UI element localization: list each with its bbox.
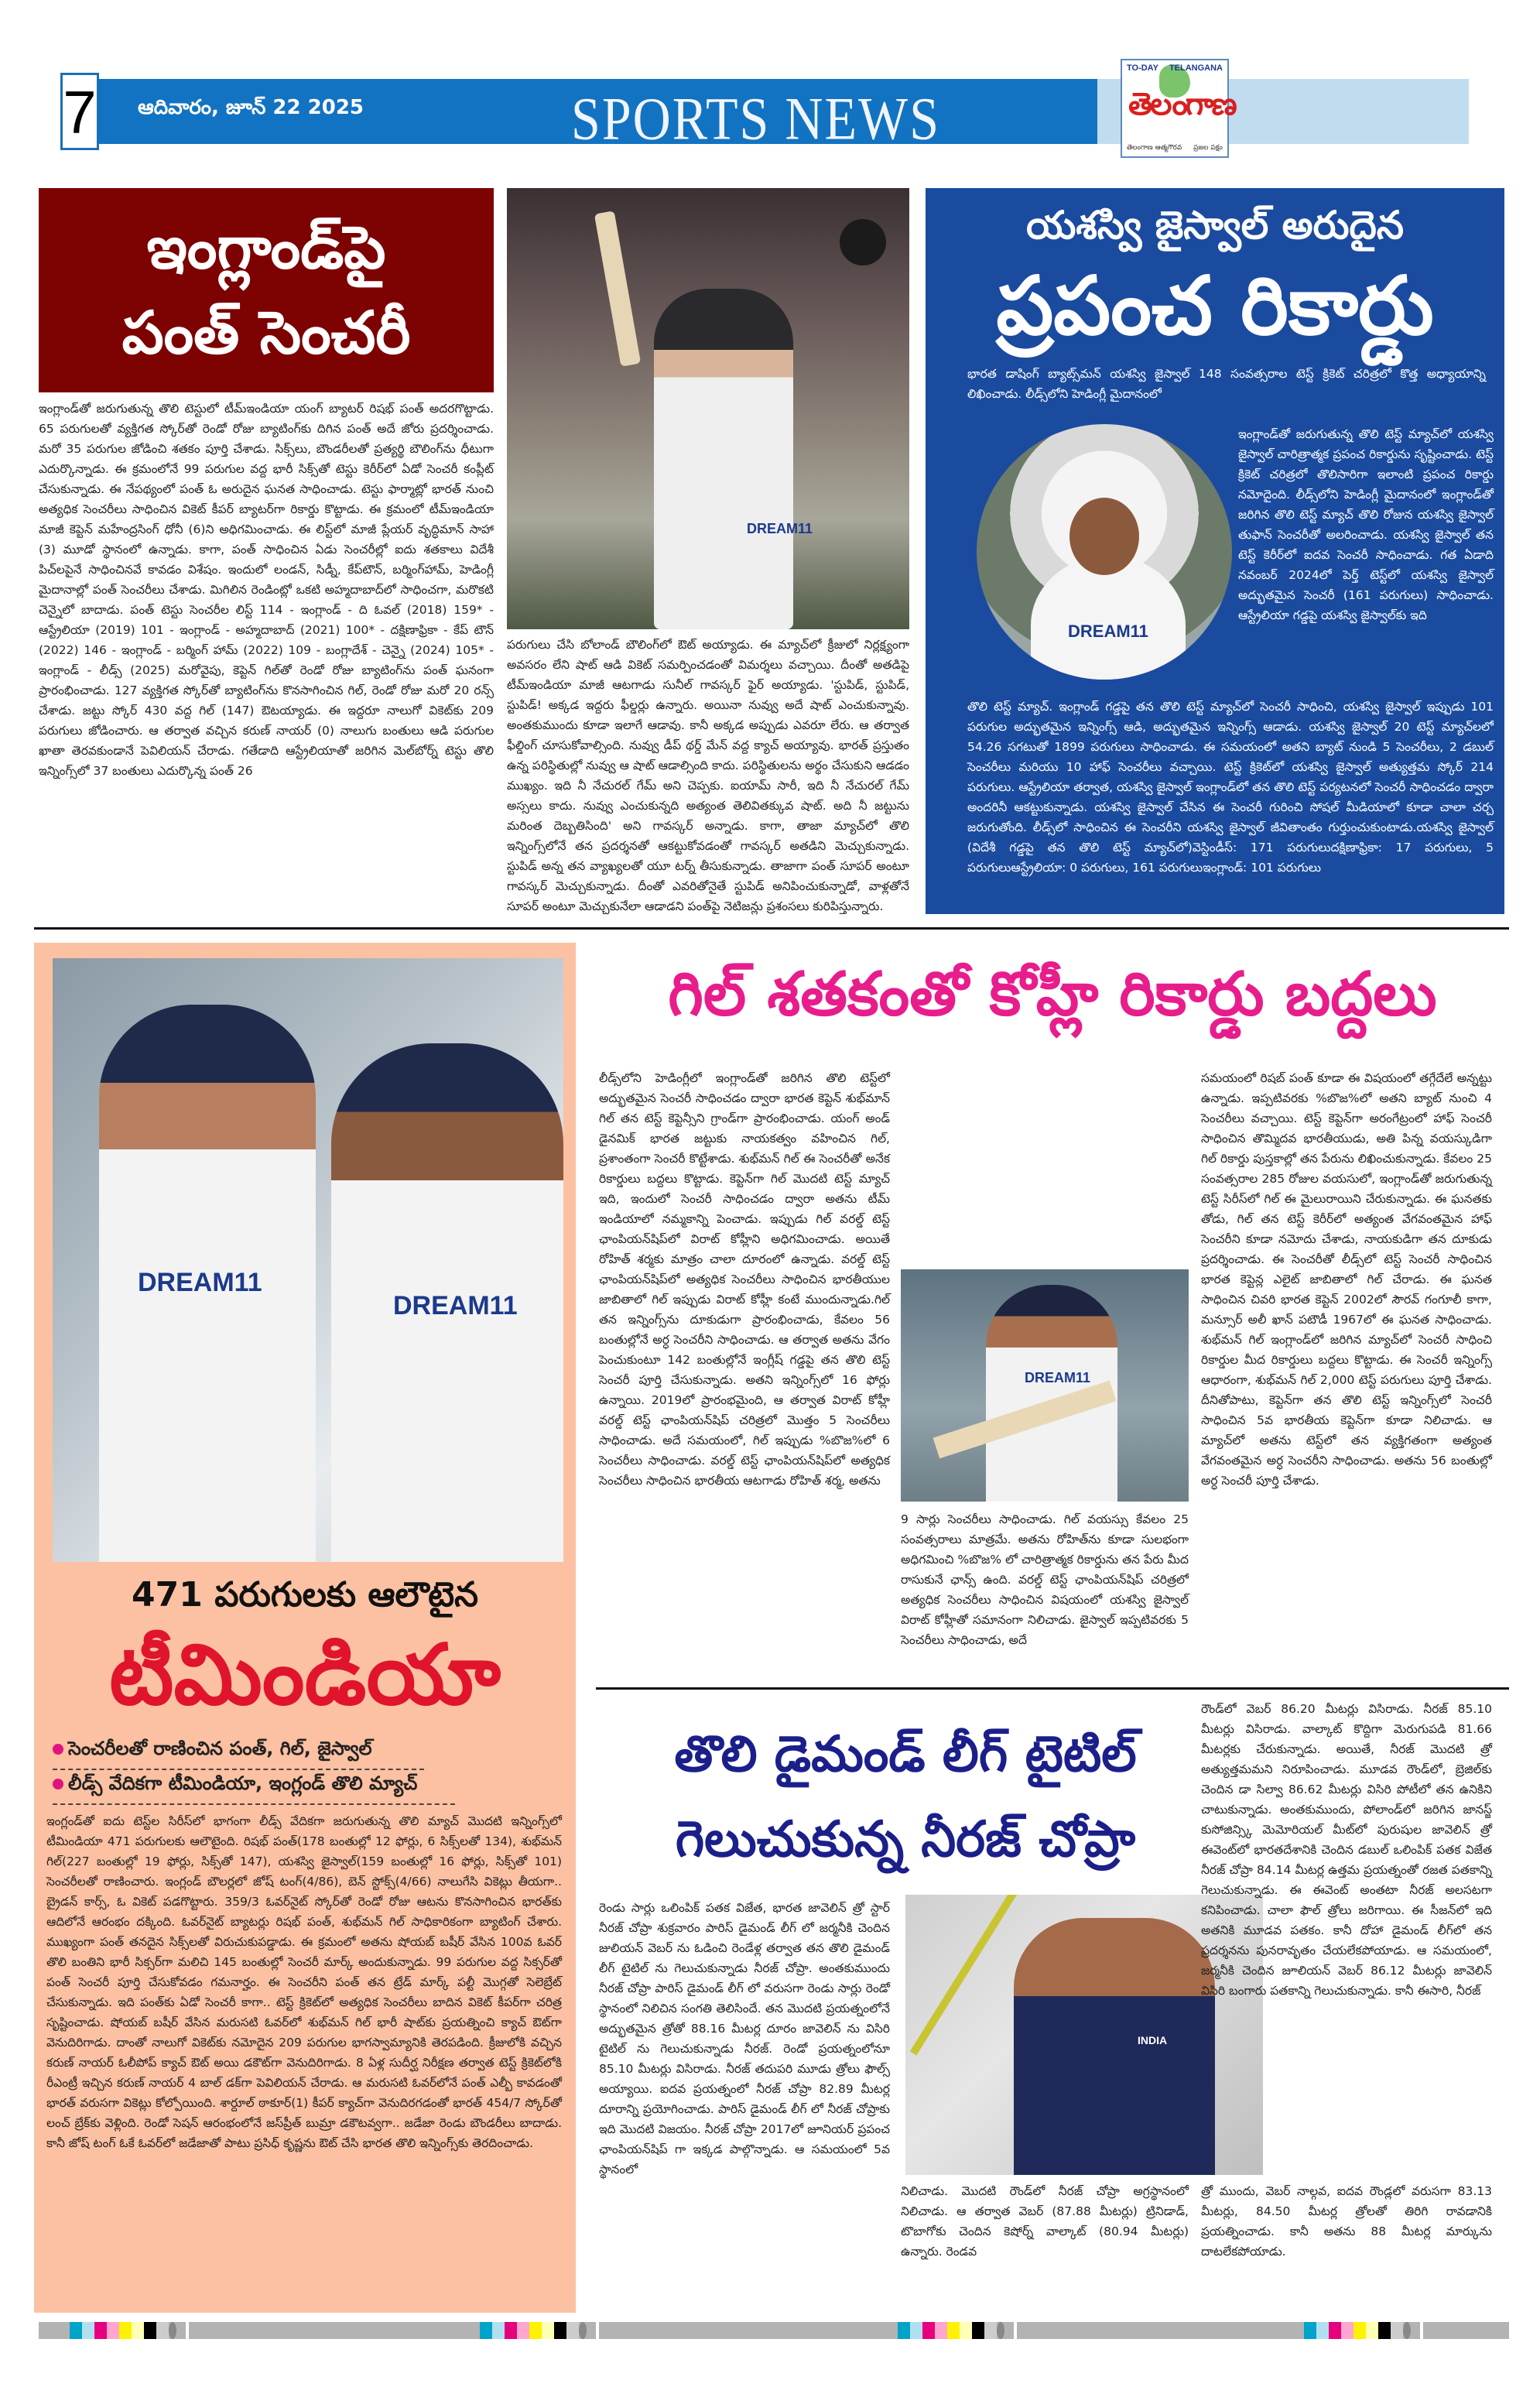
teamindia-bullet <box>53 1738 424 1770</box>
color-swatch <box>579 2322 587 2339</box>
page-number: 7 <box>60 73 99 150</box>
color-swatch <box>480 2322 492 2339</box>
jersey-sponsor: DREAM11 <box>1068 622 1148 641</box>
issue-date: ఆదివారం, జూన్ 22 2025 <box>138 96 364 119</box>
color-swatch <box>70 2322 82 2339</box>
teamindia-photo <box>53 958 563 1562</box>
logo-tagline-right: ప్రజల పక్షం <box>1193 144 1223 152</box>
color-swatch <box>144 2322 156 2339</box>
masthead <box>60 63 1469 152</box>
color-swatch <box>82 2322 94 2339</box>
color-swatch <box>505 2322 517 2339</box>
gill-body-col1: లీడ్స్‌లోని హెడింగ్లీలో ఇంగ్లాండ్‌తో జరిగిన తొలి టెస్ట్‌లో అద్భుతమైన సెంచరీ సాధించడం ద్వారా భారత కెప్టెన్ శుభ్‌మాన్ గిల్ తన టెస్ట్ కెప్టెన్సీని గ్రాండ్‌గా ప్రారంభించాడు. యంగ్ అండ్ డైనమిక్ భారత జట్టుకు నాయకత్వం వహించిన గిల్, ప్రశాంతంగా సెంచరీ కొట్టేశాడు. శుభ్‌మన్ గిల్ ఈ సెంచరీతో అనేక రికార్డులు బద్దలు కొట్టాడు. కెప్టెన్‌గా గిల్ మొదటి టెస్ట్ మ్యాచ్ ఇది, ఇందులో సెంచరీ సాధించడం ద్వారా అతను టీమ్ ఇండియాలో నమ్మకాన్ని పెంచాడు. ఇప్పుడు గిల్ వరల్డ్ టెస్ట్ ఛాంపియన్‌షిప్‌లో విరాట్ కోహ్లీని అధిగమించాడు. అయితే రోహిత్ శర్మకు మాత్రం చాలా దూరంలో ఉన్నాడు. వరల్డ్ టెస్ట్ ఛాంపియన్‌షిప్‌లో అత్యధిక సెంచరీలు సాధించిన భారతీయుల జాబితాలో గిల్ ఇప్పుడు విరాట్ కోహ్లీ కంటే ముందున్నాడు.గిల్ తన ఇన్నింగ్స్‌ను దూకుడుగా ప్రారంభించాడు, కేవలం 56 బంతుల్లోనే అర్ధ సెంచరీని సాధించాడు. ఆ తర్వాత అతను వేగం పెంచుకుంటూ 142 బంతుల్లోనే ఇంగ్లీష్ గడ్డపై తన తొలి టెస్ట్ సెంచరీ పూర్తి చేసుకున్నాడు. అతని ఇన్నింగ్స్‌లో 16 ఫోర్లు ఉన్నాయి. 2019లో ప్రారంభమైంది, ఆ తర్వాత విరాట్ కోహ్లీ వరల్డ్ టెస్ట్ ఛాంపియన్‌షిప్ చరిత్రలో మొత్తం 5 సెంచరీలు సాధించాడు. అదే సమయంలో, గిల్ ఇప్పుడు %బొజ%లో 6 సెంచరీలు సాధించాడు. వరల్డ్ టెస్ట్ ఛాంపియన్‌షిప్‌లో అత్యధిక సెంచరీలు సాధించిన భారతీయ ఆటగాడు రోహిత్ శర్మ, అతను <box>599 1071 890 1488</box>
color-swatch <box>492 2322 505 2339</box>
color-swatch <box>960 2322 972 2339</box>
color-bar-gap <box>596 2322 599 2339</box>
color-swatch <box>1329 2322 1341 2339</box>
color-bar-base <box>39 2322 1509 2339</box>
athlete-figure <box>1014 1918 1215 2175</box>
color-swatch <box>1378 2322 1391 2339</box>
color-swatch <box>984 2322 997 2339</box>
color-swatch <box>972 2322 984 2339</box>
helmet-shape <box>840 219 886 265</box>
pant-headline-line1: ఇంగ్లాండ్‌పై <box>146 213 386 282</box>
section-divider <box>596 1687 1509 1690</box>
neeraj-body-col1: రెండు సార్లు ఒలింపిక్ పతక విజేత, భారత జావెలిన్ త్రో స్టార్ నీరజ్ చోప్రా శుక్రవారం పారిస్ డైమండ్ లీగ్ లో జర్మనీకి చెందిన జులియన్ వెబర్ ను ఓడించి రెండేళ్ల తర్వాత తన తొలి డైమండ్ లీగ్ టైటిల్ ను గెలుచుకున్నాడు నీరజ్ చోప్రా. అంతకుముందు నీరజ్ చోప్రా పారిస్ డైమండ్ లీగ్ లో వరుసగా రెండు సార్లు రెండో స్థానంలో నిలిచిన సంగతి తెలిసిందే. తన మొదటి ప్రయత్నంలోనే అద్భుతమైన త్రోతో 88.16 మీటర్ల దూరం జావెలిన్ ను విసిరి టైటిల్ ను గెలుచుకున్నాడు నీరజ్. రెండో ప్రయత్నంలోనూ 85.10 మీటర్లు విసిరాడు. నీరజ్ తదుపరి మూడు త్రోలు ఫౌల్స్ అయ్యాయి. ఐదవ ప్రయత్నంలో నీరజ్ చోప్రా 82.89 మీటర్ల దూరాన్ని ప్రయోగించాడు. పారిస్ డైమండ్ లీగ్ లో నీరజ్ చోప్రాకు ఇది మొదటి విజయం. నీరజ్ చోప్రా 2017లో జూనియర్ ప్రపంచ ఛాంపియన్‌షిప్‌ గా ఇక్కడ పాల్గొన్నాడు. ఆ సమయంలో 5వ స్థానంలో <box>599 1901 890 2176</box>
logo-telangana: TELANGANA <box>1169 63 1223 73</box>
gill-body-col3: సమయంలో రిషబ్ పంత్ కూడా ఈ విషయంలో తగ్గేదేలే అన్నట్టు ఉన్నాడు. ఇప్పటివరకు %బొజ%లో అతని బ్యాట్ నుంచి 4 సెంచరీలు వచ్చాయి. టెస్ట్ కెప్టెన్‌గా అరంగేట్రంలో హాఫ్ సెంచరీ సాధించిన తొమ్మిదవ భారతీయుడు, అతి పిన్న వయస్కుడిగా గిల్ రికార్డు పుస్తకాల్లో తన పేరును లిఖించుకున్నాడు. కేవలం 25 సంవత్సరాల 285 రోజుల వయసులో, ఇంగ్లాండ్‌తో జరుగుతున్న టెస్ట్ సిరీస్‌లో గిల్ ఈ మైలురాయిని చేరుకున్నాడు. ఈ ఘనతకు తోడు, గిల్ తన టెస్ట్ కెరీర్‌లో అత్యంత వేగవంతమైన హాఫ్ సెంచరీని కూడా నమోదు చేశాడు, నాయకుడిగా తన దూకుడు ప్రదర్శించాడు. ఈ సెంచరీతో లీడ్స్‌లో టెస్ట్ సెంచరీ సాధించిన భారత కెప్టెన్ల ఎలైట్ జాబితాలో గిల్ చేరాడు. ఈ ఘనత సాధించిన చివరి భారత కెప్టెన్ 2002లో సౌరవ్ గంగూలీ కాగా, మన్సూర్ అలీ ఖాన్ పటౌడీ 1967లో ఈ ఘనత సాధించాడు. శుభ్‌మన్ గిల్ ఇంగ్లాండ్‌లో జరిగిన మ్యాచ్‌లో సెంచరీ సాధించి రికార్డుల మీద రికార్డులు బద్దలు కొట్టాడు. ఈ సెంచరీ ఇన్నింగ్స్ ఆధారంగా, శుభ్‌మన్ గిల్ 2,000 టెస్ట్ పరుగులు పూర్తి చేశాడు. దీనితోపాటు, కెప్టెన్‌గా తన తొలి టెస్ట్ ఇన్నింగ్స్‌లో సెంచరీ సాధించిన 5వ భారతీయ కెప్టెన్‌గా కూడా నిలిచాడు. ఆ మ్యాచ్‌లో అతను టెస్ట్‌లో తన వ్యక్తిగతంగా అత్యంత వేగవంతమైన అర్ధ సెంచరీని సాధించాడు. అతను 56 బంతుల్లో అర్ధ సెంచరీ పూర్తి చేశాడు. <box>1201 1071 1492 1488</box>
bullet-text: లీడ్స్ వేదికగా టీమిండియా, ఇంగ్లండ్ తొలి మ్యాచ్ <box>68 1772 418 1794</box>
section-title: SPORTS NEWS <box>571 84 941 152</box>
newspaper-logo[interactable] <box>1121 59 1235 158</box>
color-swatch <box>1353 2322 1366 2339</box>
color-swatch <box>997 2322 1004 2339</box>
jaiswal-intro: భారత డాషింగ్ బ్యాట్స్‌మన్ యశస్వి జైస్వాల్ 148 సంవత్సరాల టెస్ట్ క్రికెట్ చరిత్రలో కొత్త అధ్యాయాన్ని లిఖించాడు. లీడ్స్‌లోని హెడింగ్లీ మైదానంలో <box>967 367 1486 401</box>
color-swatch <box>922 2322 935 2339</box>
color-swatch <box>1366 2322 1378 2339</box>
teamindia-subheadline: 471 పరుగులకు ఆలౌటైన <box>132 1575 478 1615</box>
color-swatch <box>1341 2322 1353 2339</box>
gill-body-col2: 9 సార్లు సెంచరీలు సాధించాడు. గిల్ వయస్సు కేవలం 25 సంవత్సరాలు మాత్రమే. అతను రోహిత్‌ను కూడా సులభంగా అధిగమించి %బొజ% లో చారిత్రాత్మక రికార్డును తన పేరు మీద రాసుకునే ఛాన్స్ ఉంది. వరల్డ్ టెస్ట్ ఛాంపియన్‌షిప్ చరిత్రలో అత్యధిక సెంచరీలు సాధించిన విషయంలో యశస్వి జైస్వాల్ విరాట్ కోహ్లీతో సమానంగా నిలిచాడు. జైస్వాల్ ఇప్పటివరకు 5 సెంచరీలు సాధించాడు, అదే <box>901 1512 1189 1647</box>
jaiswal-headline-line1: యశస్వి జైస్వాల్ అరుదైన <box>1026 203 1404 248</box>
pant-photo <box>507 188 909 629</box>
pant-headline-line2: పంత్ సెంచరీ <box>121 298 411 367</box>
color-swatch <box>910 2322 922 2339</box>
neeraj-body-below-left: నిలిచాడు. మొదటి రౌండ్‌లో నీరజ్ చోప్రా అగ్రస్థానంలో నిలిచాడు. ఆ తర్వాత వెబర్ (87.88 మీటర్లు) ట్రినిడాడ్, టొబాగోకు చెందిన కెషోర్న్ వాల్కాట్ (80.94 మీటర్లు) ఉన్నారు. రెండవ <box>901 2184 1189 2259</box>
neeraj-body-col3: రౌండ్‌లో వెబర్ 86.20 మీటర్లు విసిరాడు. నీరజ్ 85.10 మీటర్లు విసిరాడు. వాల్కాట్ కొద్దిగా మెరుగుపడి 81.66 మీటర్లకు చేరుకున్నాడు. అయితే, నీరజ్ మొదటి త్రో అత్యుత్తమమని నిరూపించాడు. మూడవ రౌండ్‌లో, బ్రెజిల్‌కు చెందిన డా సిల్వా 86.62 మీటర్లు విసిరి పోటీలో తన ఉనికిని చాటుకున్నాడు. అంతకుముందు, పోలాండ్‌లో జరిగిన జానస్జ్ కుసోజిన్స్కి మెమోరియల్ మీట్‌లో పురుషుల జావెలిన్ త్రో ఈవెంట్‌లో భారతదేశానికి చెందిన డబుల్ ఒలింపిక్ పతక విజేత నీరజ్ చోప్రా 84.14 మీటర్ల ఉత్తమ ప్రయత్నంతో రజత పతకాన్ని గెలుచుకున్నాడు. ఈ ఈవెంట్ అంతటా నీరజ్ అలసటగా కనిపించాడు. చాలా ఫౌల్ త్రోలు జరిగాయి. ఈ సీజన్‌లో ఇది అతనికి మూడవ పతకం. కానీ దోహా డైమండ్ లీగ్‌లో తన ప్రదర్శనను పునరావృతం చేయలేకపోయాడు. ఆ సమయంలో, జర్మనీకి చెందిన జూలియన్ వెబర్ 86.12 మీటర్లు జావెలిన్ విసిరి బంగారు పతకాన్ని గెలుచుకున్నాడు. కానీ ఈసారి, నీరజ్ <box>1201 1702 1492 1998</box>
color-swatch <box>94 2322 107 2339</box>
teamindia-headline: టీమిండియా <box>109 1627 501 1724</box>
color-swatch <box>935 2322 947 2339</box>
color-swatch <box>1403 2322 1411 2339</box>
player-figure <box>654 289 793 629</box>
gill-photo <box>901 1269 1189 1502</box>
head-shape <box>1069 498 1139 575</box>
print-color-bar <box>39 2322 1509 2339</box>
color-swatch <box>542 2322 554 2339</box>
color-swatch <box>554 2322 566 2339</box>
teamindia-bullet <box>53 1772 455 1805</box>
color-swatch <box>898 2322 910 2339</box>
color-bar-gap <box>1014 2322 1017 2339</box>
jersey-sponsor-left: DREAM11 <box>138 1268 262 1297</box>
neeraj-headline <box>596 1712 1215 1882</box>
gill-headline: గిల్ శతకంతో కోహ్లీ రికార్డు బద్దలు <box>668 960 1437 1029</box>
color-swatch <box>566 2322 579 2339</box>
jaiswal-body-right: ఇంగ్లాండ్‌తో జరుగుతున్న తొలి టెస్ట్ మ్యాచ్‌లో యశస్వి జైస్వాల్ చారిత్రాత్మక ప్రపంచ రికార్డును సృష్టించాడు. టెస్ట్ క్రికెట్ చరిత్రలో తొలిసారిగా ఇలాంటి ప్రపంచ రికార్డు నమోదైంది. లీడ్స్‌లోని హెడింగ్లీ మైదానంలో ఇంగ్లాండ్‌తో జరిగిన తొలి టెస్ట్ మ్యాచ్ తొలి రోజున యశస్వి జైస్వాల్ తుఫాన్ సెంచరీతో అలరించాడు. యశస్వి జైస్వాల్ తన టెస్ట్ కెరీర్‌లో ఐదవ సెంచరీ సాధించాడు. గత ఏడాది నవంబర్ 2024లో పెర్త్ టెస్ట్‌లో యశస్వి జైస్వాల్ అద్భుతమైన సెంచరీ (161 పరుగులు) సాధించాడు. ఆస్ట్రేలియా గడ్డపై యశస్వి జైస్వాల్‌కు ఇది <box>1238 427 1494 622</box>
color-swatch <box>107 2322 119 2339</box>
bat-shape <box>594 211 641 366</box>
vest-label: INDIA <box>1138 2034 1168 2046</box>
color-swatch <box>169 2322 176 2339</box>
bullet-dot-icon <box>53 1744 63 1755</box>
color-bar-gap <box>186 2322 189 2339</box>
color-swatch <box>132 2322 144 2339</box>
color-swatch <box>1304 2322 1316 2339</box>
logo-mark: తెలంగాణ <box>1128 87 1235 122</box>
color-swatch <box>119 2322 132 2339</box>
teamindia-article-body: ఇంగ్లండ్‌తో ఐదు టెస్ట్‌ల సిరీస్‌లో భాగంగా లీడ్స్ వేదికగా జరుగుతున్న తొలి మ్యాచ్ మొదటి ఇన్నింగ్స్‌లో టీమిండియా 471 పరుగులకు ఆలౌటైంది. రిషభ్ పంత్(178 బంతుల్లో 12 ఫోర్లు, 6 సిక్స్‌లతో 134), శుభ్‌మన్ గిల్(227 బంతుల్లో 19 ఫోర్లు, సిక్స్‌తో 147), యశస్వి జైస్వాల్(159 బంతుల్లో 16 ఫోర్లు, సిక్స్‌తో 101) సెంచరీలతో రాణించారు. ఇంగ్లండ్ బౌలర్లలో జోష్ టంగ్(4/86), బెన్ స్టోక్స్(4/66) నాలుగేసి వికెట్లు తీయగా.. బ్రైడన్ కార్స్, ఓ వికెట్ పడగొట్టారు. 359/3 ఓవర్‌నైట్ స్కోర్‌తో రెండో రోజు ఆటను కొనసాగించిన భారత్‌కు ఆదిలోనే ఆరంభం దక్కింది. ఓవర్‌నైట్ బ్యాటర్లు రిషభ్ పంత్, శుభ్‌మన్ గిల్ సాధికారికంగా బ్యాటింగ్ చేశారు. ముఖ్యంగా పంత్ తనదైన సిక్స్‌లతో విరుచుకుపడ్డాడు. ఈ క్రమంలో అతను షోయబ్ బషీర్ వేసిన 100వ ఓవర్ తొలి బంతిని భారీ సిక్సర్‌గా మలిచి 145 బంతుల్లో సెంచరీ మార్క్ అందుకున్నాడు. 99 పరుగుల వద్ద సిక్సర్‌తో పంత్ సెంచరీ పూర్తి చేసుకోవడం గమనార్హం. ఈ సెంచరీని పంత్ తన ట్రేడ్ మార్క్ పల్టీ మొగ్గతో సెలెబ్రేట్ చేసుకున్నాడు. ఇది పంత్‌కు ఏడో సెంచరీ కాగా.. టెస్ట్ క్రికెట్‌లో అత్యధిక సెంచరీలు బాదిన వికెట్ కీపర్‌గా చరిత్ర సృష్టించాడు. షోయబ్ బషీర్ వేసిన మరుసటి ఓవర్‌లో శుభ్‌మన్ గిల్ భారీ షాట్‌కు ప్రయత్నించి క్యాచ్ ఔట్‌గా వెనుదిరిగాడు. దాంతో నాలుగో వికెట్‌కు నమోదైన 209 పరుగుల భాగస్వామ్యానికి తెరపడింది. క్రీజులోకి వచ్చిన కరుణ్ నాయర్ ఓలీపోప్ క్యాచ్ ఔట్ అయి డకౌట్‌గా వెనుదిరిగాడు. 8 ఏళ్ల సుదీర్ఘ నిరీక్షణ తర్వాత టెస్ట్ క్రికెట్‌లోకి రీఎంట్రీ ఇచ్చిన కరుణ్ నాయర్ 4 బాల్ డక్‌గా పెవిలియన్ చేరాడు. ఆ మరుసటి ఓవర్‌లోనే పంత్ ఎల్బీ కావడంతో భారత్ వరుసగా వికెట్లు కోల్పోయింది. శార్దూల్ ఠాకూర్(1) కీపర్ క్యాచ్‌గా వెనుదిరగడంతో భారత్ 454/7 స్కోర్‌తో లంచ్ బ్రేక్‌కు వెళ్లింది. రెండో సెషన్ ఆరంభంలోనే జస్‌ప్రీత్ బుమ్రా డకౌటవ్వగా.. జడేజా రెండు బౌండరీలు బాదాడు. కానీ జోష్ టంగ్ ఓకే ఓవర్‌లో జడేజాతో పాటు ప్రసిధ్ కృష్ణను ఔట్ చేసి భారత తొలి ఇన్నింగ్స్‌కు తెరదించాడు. <box>46 1814 562 2150</box>
color-swatch <box>529 2322 542 2339</box>
jaiswal-photo <box>977 424 1232 680</box>
jersey-sponsor-right: DREAM11 <box>393 1291 518 1320</box>
logo-tagline-left: తెలంగాణ ఆత్మగౌరవ <box>1127 144 1182 152</box>
color-swatch <box>156 2322 169 2339</box>
section-divider <box>34 927 1509 930</box>
color-swatch <box>1391 2322 1403 2339</box>
jersey-sponsor: DREAM11 <box>1025 1370 1091 1385</box>
jersey-sponsor: DREAM11 <box>747 521 813 536</box>
color-swatch <box>517 2322 529 2339</box>
color-bar-gap <box>1420 2322 1423 2339</box>
pant-headline-box <box>39 188 494 392</box>
pant-article-body: ఇంగ్లాండ్‌తో జరుగుతున్న తొలి టెస్టులో టీమ్ఇండియా యంగ్ బ్యాటర్ రిషభ్ పంత్ అదరగొట్టాడు. 65 పరుగులతో వ్యక్తిగత స్కోర్‌తో రెండో రోజు బ్యాటింగ్‌కు దిగిన పంత్ అదే జోరు ప్రదర్శించాడు. మరో 35 పరుగుల జోడించి శతకం పూర్తి చేశాడు. సిక్స్‌లు, బౌండరీలతో ప్రత్యర్థి బౌలింగ్‌ను ధీటుగా ఎదుర్కొన్నాడు. ఈ క్రమంలోనే 99 పరుగుల వద్ద భారీ సిక్స్‌తో టెస్టు కెరీర్‌లో ఏడో సెంచరీ కంప్లీట్ చేసుకున్నాడు. ఈ నేపథ్యంలో పంత్ ఓ అరుదైన ఘనత సాధించాడు. టెస్టు ఫార్మాట్లో భారత్ నుంచి అత్యధిక సెంచరీలు సాధించిన వికెట్ కీపర్ బ్యాటర్‌గా రికార్డు కొట్టాడు. ఈ క్రమంలో టీమ్ఇండియా మాజీ కెప్టెన్ మహేంద్రసింగ్ ధోనీ (6)ని అధిగమించాడు. ఈ లిస్ట్‌లో మాజీ ప్లేయర్ వృద్ధిమాన్ సాహా (3) మూడో స్థానంలో ఉన్నాడు. కాగా, పంత్ సాధించిన ఏడు సెంచరీల్లో ఐదు శతకాలు విదేశీ పిచ్‌లపైనే సాధించినవే కావడం విశేషం. ఇందులో లండన్, సిడ్నీ, కేప్‌టౌన్, బర్మింగ్‌హామ్, హెడింగ్లీ మైదానాల్లో పంత్ సెంచరీలు చేశాడు. మిగిలిన రెండింట్లో ఒకటి అహ్మదాబాద్‌లో సాధించగా, మరొకటి చెన్నైలో బాదాడు. పంత్ టెస్టు సెంచరీల లిస్ట్ 114 - ఇంగ్లాండ్ - ది ఓవల్ (2018) 159* - ఆస్ట్రేలియా (2019) 101 - ఇంగ్లాండ్ - అహ్మదాబాద్ (2021) 100* - దక్షిణాఫ్రికా - కేప్ టౌన్ (2022) 146 - ఇంగ్లాండ్ - బర్మింగ్ హామ్ (2022) 109 - బంగ్లాదేశ్ - చెన్నై (2024) 105* - ఇంగ్లాండ్ - లీడ్స్ (2025) మరోవైపు, కెప్టెన్ గిల్‌తో రెండో రోజు బ్యాటింగ్‌ను పంత్ ఘనంగా ప్రారంభించాడు. 127 వ్యక్తిగత స్కోర్‌తో బ్యాటింగ్‌ను కొనసాగించిన గిల్, రెండో రోజు మరో 20 రన్స్ చేశాడు. జట్టు స్కోర్ 430 వద్ద గిల్ (147) ఔటయ్యాడు. ఈ ఇద్దరూ నాలుగో వికెట్‌కు 209 పరుగులు జోడించారు. ఆ తర్వాత వచ్చిన కరుణ్ నాయర్ (0) నాలుగు బంతులు ఆడి పరుగుల ఖాతా తెరవకుండానే పెవిలియన్ చేరాడు. గతేడాది ఆస్ట్రేలియాతో జరిగిన మెల్‌బోర్న్ టెస్టు తొలి ఇన్నింగ్స్‌లో 37 బంతులు ఎదుర్కొన్న పంత్ 26 <box>39 402 494 778</box>
pant-article-continued: పరుగులు చేసి బోలాండ్ బౌలింగ్‌లో ఔట్ అయ్యాడు. ఈ మ్యాచ్‌లో క్రీజులో నిర్లక్ష్యంగా అవసరం లేని షాట్ ఆడి వికెట్ సమర్పించడంతో విమర్శలు వచ్చాయి. దీంతో అతడిపై టీమ్ఇండియా మాజీ ఆటగాడు సునీల్ గావస్కర్ ఫైర్ అయ్యాడు. 'స్టుపిడ్, స్టుపిడ్, స్టుపిడ్! అక్కడ ఇద్దరు ఫీల్డర్లు ఉన్నారు. అయినా నువ్వు అదే షాట్ ఎంచుకున్నావు. అంతకుముందు కూడా ఇలాగే ఆడావు. కానీ అక్కడ అప్పుడు ఎవరూ లేరు. ఆ తర్వాత ఫీల్డింగ్ చూసుకోవాల్సింది. నువ్వు డీప్ థర్డ్ మేన్ వద్ద క్యాచ్ అయ్యావు. భారత్ ప్రస్తుతం ఉన్న పరిస్థితుల్లో నువ్వు ఆ షాట్ ఆడాల్సింది కాదు. పరిస్థితులను అర్థం చేసుకుని ఆడడం ముఖ్యం. ఇది నీ నేచురల్ గేమ్ అని చెప్పకు. ఐయామ్ సారీ, ఇది నీ నేచురల్ గేమ్ అస్సలు కాదు. నువ్వు ఎంచుకున్నది అత్యంత తెలివితక్కువ షాట్. అది నీ జట్టును మరింత దెబ్బతిసింది' అని గావస్కర్ అన్నాడు. కాగా, తాజా మ్యాచ్‌లో తొలి ఇన్నింగ్స్‌లోనే తన ప్రదర్శనతో ఆకట్టుకోవడంతో గావస్కర్ అతడిని మెచ్చుకున్నాడు. స్టుపిడ్ అన్న తన వ్యాఖ్యలతో యూ టర్న్ తీసుకున్నాడు. తాజాగా పంత్ సూపర్ అంటూ గావస్కర్ మెచ్చుకున్నాడు. దీంతో ఎవరితోనైతే స్టుపిడ్ అనిపించుకున్నాడో, వాళ్లతోనే సూపర్ అంటూ మెచ్చుకునేలా ఆడాడని పంత్‌పై నెటిజన్లు ప్రశంసలు కురిపిస్తున్నారు. <box>507 638 909 913</box>
jaiswal-body-full: తొలి టెస్ట్ మ్యాచ్. ఇంగ్లాండ్ గడ్డపై తన తొలి టెస్ట్ మ్యాచ్‌లో సెంచరీ సాధించి, యశస్వి జైస్వాల్ ఇప్పుడు 101 పరుగుల అద్భుతమైన ఇన్నింగ్స్ ఆడి, అద్భుతమైన ఇన్నింగ్స్ ఆడాడు. యశస్వి జైస్వాల్ 20 టెస్ట్ మ్యాచ్‌లలో 54.26 సగటుతో 1899 పరుగులు సాధించాడు. ఈ సమయంలో అతని బ్యాట్ నుండి 5 సెంచరీలు, 2 డబుల్ సెంచరీలు మరియు 10 హాఫ్ సెంచరీలు వచ్చాయి. టెస్ట్ క్రికెట్‌లో యశస్వి జైస్వాల్ అత్యుత్తమ స్కోర్ 214 పరుగులు. ఆస్ట్రేలియా తర్వాత, యశస్వి జైస్వాల్ ఇంగ్లాండ్‌లో తన తొలి టెస్ట్ పర్యటనలో సెంచరీ సాధించడం ద్వారా అందరినీ ఆకట్టుకున్నాడు. యశస్వి జైస్వాల్ చేసిన ఈ సెంచరీ గురించి సోషల్ మీడియాలో కూడా చాలా చర్చ జరుగుతోంది. లీడ్స్‌లో సాధించిన ఈ సెంచరీని యశస్వి జైస్వాల్ జీవితాంతం గుర్తుంచుకుంటాడు.యశస్వి జైస్వాల్ (విదేశీ గడ్డపై తన తొలి టెస్ట్ మ్యాచ్‌లో)వెస్టిండీస్: 171 పరుగులుదక్షిణాఫ్రికా: 17 పరుగులు, 5 పరుగులుఆస్ట్రేలియా: 0 పరుగులు, 161 పరుగులుఇంగ్లాండ్: 101 పరుగులు <box>967 700 1494 875</box>
jaiswal-headline-line2: ప్రపంచ రికార్డు <box>996 259 1434 353</box>
logo-today: TO-DAY <box>1127 63 1158 73</box>
neeraj-headline-line1: తొలి డైమండ్ లీగ్ టైటిల్ <box>674 1726 1137 1783</box>
bullet-dot-icon <box>53 1779 63 1789</box>
neeraj-headline-line2: గెలుచుకున్న నీరజ్ చోప్రా <box>675 1811 1136 1868</box>
color-swatch <box>947 2322 960 2339</box>
neeraj-body-below-right: త్రో ముందు, వెబర్ నాల్గవ, ఐదవ రౌండ్లలో వరుసగా 83.13 మీటర్లు, 84.50 మీటర్ల త్రోలతో తిరిగి రావడానికి ప్రయత్నించాడు. కానీ అతను 88 మీటర్ల మార్కును దాటలేకపోయాడు. <box>1201 2184 1492 2259</box>
bullet-text: సెంచరీలతో రాణించిన పంత్, గిల్, జైస్వాల్ <box>68 1738 372 1759</box>
color-swatch <box>1316 2322 1329 2339</box>
